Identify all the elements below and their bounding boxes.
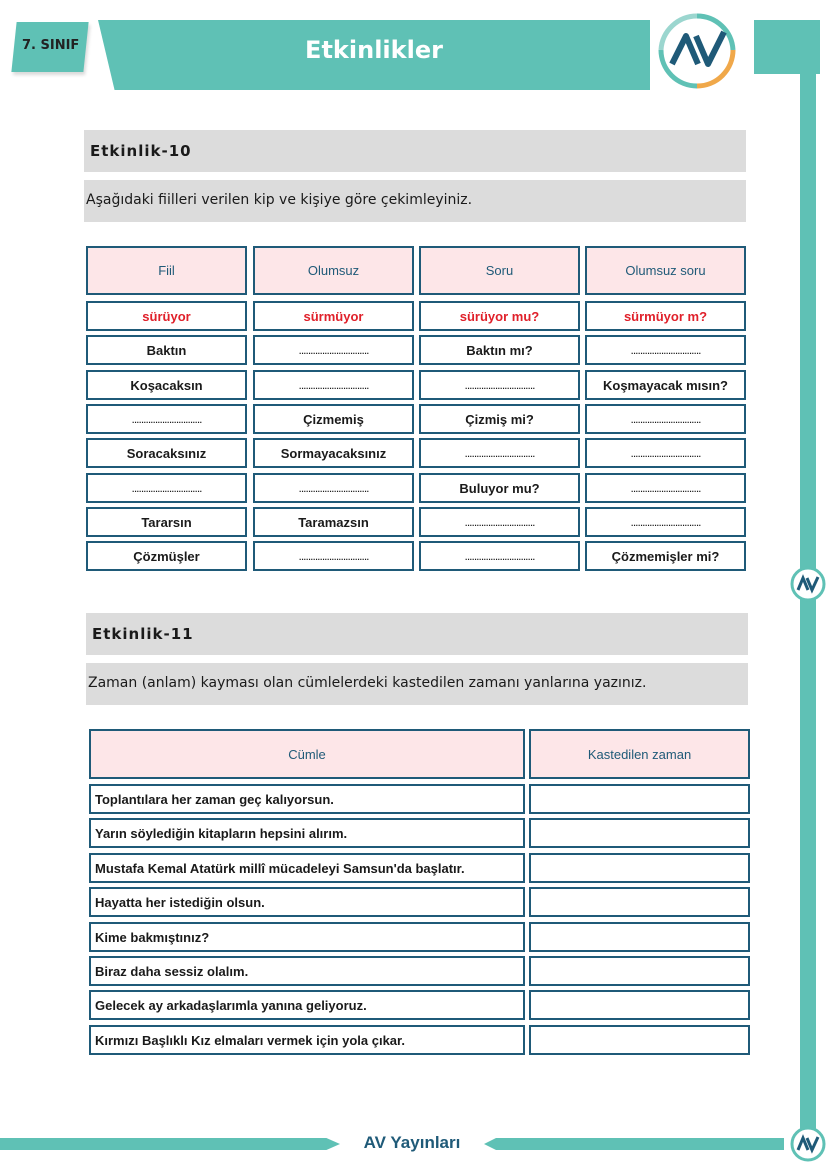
table-cell: sürmüyor m? — [585, 301, 746, 331]
table-cell: sürüyor — [86, 301, 247, 331]
answer-cell[interactable] — [529, 922, 750, 952]
table-cell: Baktın mı? — [419, 335, 580, 365]
blank-answer-cell[interactable]: .............................. — [419, 541, 580, 571]
answer-cell[interactable] — [529, 784, 750, 814]
answer-cell[interactable] — [529, 956, 750, 986]
activity11-title-bar — [86, 613, 748, 655]
sentence-cell: Kime bakmıştınız? — [89, 922, 525, 952]
blank-answer-cell[interactable]: .............................. — [585, 473, 746, 503]
grade-label: 7. SINIF — [22, 38, 80, 53]
column-header: Olumsuz soru — [585, 246, 746, 295]
table-cell: Sormayacaksınız — [253, 438, 414, 468]
footer-line-left — [0, 1138, 340, 1150]
blank-answer-cell[interactable]: .............................. — [253, 473, 414, 503]
activity10-instruction-bar — [84, 180, 746, 222]
blank-answer-cell[interactable]: .............................. — [585, 335, 746, 365]
table-cell: Baktın — [86, 335, 247, 365]
av-logo-icon — [654, 10, 740, 90]
blank-answer-cell[interactable]: .............................. — [419, 370, 580, 400]
table-cell: Çözmüşler — [86, 541, 247, 571]
blank-answer-cell[interactable]: .............................. — [585, 438, 746, 468]
sentence-cell: Gelecek ay arkadaşlarımla yanına geliyoruz. — [89, 990, 525, 1020]
activity10-instruction: Aşağıdaki fiilleri verilen kip ve kişiye göre çekimleyiniz. — [86, 192, 473, 208]
blank-answer-cell[interactable]: .............................. — [253, 541, 414, 571]
activity10-title: Etkinlik-10 — [90, 142, 192, 160]
sentence-cell: Kırmızı Başlıklı Kız elmaları vermek için yola çıkar. — [89, 1025, 525, 1055]
answer-cell[interactable] — [529, 818, 750, 848]
blank-answer-cell[interactable]: .............................. — [86, 404, 247, 434]
column-header: Soru — [419, 246, 580, 295]
blank-answer-cell[interactable]: .............................. — [253, 335, 414, 365]
column-header: Fiil — [86, 246, 247, 295]
sentence-cell: Hayatta her istediğin olsun. — [89, 887, 525, 917]
table-cell: Soracaksınız — [86, 438, 247, 468]
activity11-instruction-bar — [86, 663, 748, 705]
corner-av-logo-icon — [790, 1126, 826, 1162]
sentence-cell: Yarın söylediğin kitapların hepsini alırım. — [89, 818, 525, 848]
table-cell: Tararsın — [86, 507, 247, 537]
blank-answer-cell[interactable]: .............................. — [253, 370, 414, 400]
header-right-block — [754, 20, 820, 74]
table-cell: Çizmemiş — [253, 404, 414, 434]
activity11-instruction: Zaman (anlam) kayması olan cümlelerdeki kastedilen zamanı yanlarına yazınız. — [88, 675, 647, 691]
table-cell: sürüyor mu? — [419, 301, 580, 331]
table-cell: Çizmiş mi? — [419, 404, 580, 434]
table-cell: Buluyor mu? — [419, 473, 580, 503]
column-header: Cümle — [89, 729, 525, 779]
side-av-logo-icon — [790, 566, 826, 602]
table-cell: sürmüyor — [253, 301, 414, 331]
sentence-cell: Mustafa Kemal Atatürk millî mücadeleyi Samsun'da başlatır. — [89, 853, 525, 883]
answer-cell[interactable] — [529, 887, 750, 917]
table-cell: Koşmayacak mısın? — [585, 370, 746, 400]
sentence-cell: Toplantılara her zaman geç kalıyorsun. — [89, 784, 525, 814]
blank-answer-cell[interactable]: .............................. — [585, 507, 746, 537]
column-header: Kastedilen zaman — [529, 729, 750, 779]
footer-line-right — [484, 1138, 784, 1150]
blank-answer-cell[interactable]: .............................. — [419, 507, 580, 537]
right-border-stripe — [800, 74, 816, 1134]
sentence-cell: Biraz daha sessiz olalım. — [89, 956, 525, 986]
answer-cell[interactable] — [529, 853, 750, 883]
activity10-title-bar — [84, 130, 746, 172]
answer-cell[interactable] — [529, 1025, 750, 1055]
blank-answer-cell[interactable]: .............................. — [585, 404, 746, 434]
blank-answer-cell[interactable]: .............................. — [419, 438, 580, 468]
table-cell: Taramazsın — [253, 507, 414, 537]
answer-cell[interactable] — [529, 990, 750, 1020]
column-header: Olumsuz — [253, 246, 414, 295]
page-title: Etkinlikler — [305, 36, 443, 64]
table-cell: Koşacaksın — [86, 370, 247, 400]
blank-answer-cell[interactable]: .............................. — [86, 473, 247, 503]
table-cell: Çözmemişler mi? — [585, 541, 746, 571]
activity11-title: Etkinlik-11 — [92, 625, 194, 643]
footer-publisher: AV Yayınları — [363, 1133, 461, 1152]
